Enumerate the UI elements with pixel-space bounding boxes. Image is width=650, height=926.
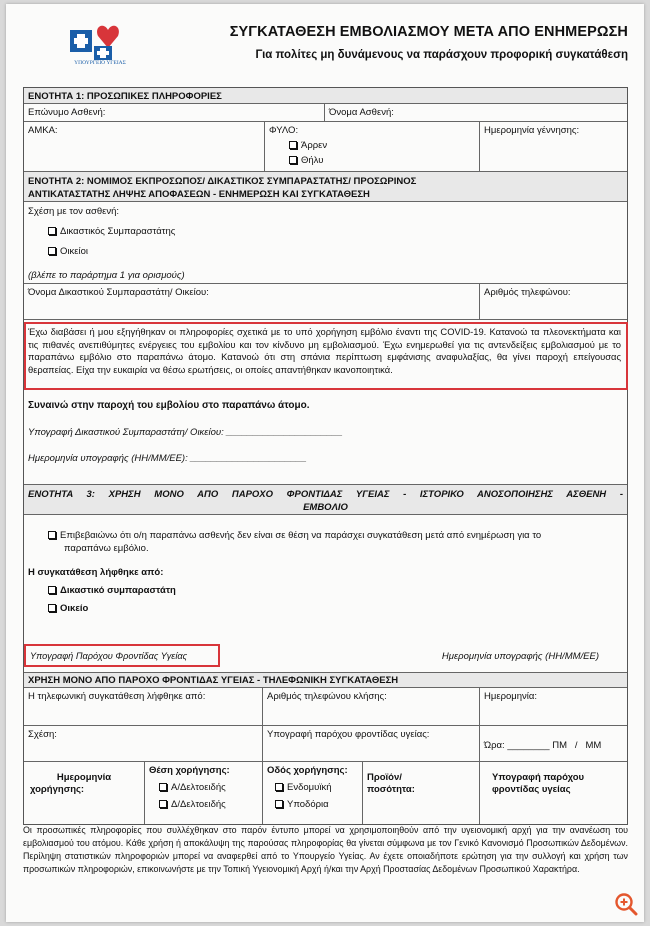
route-sc-label: Υποδόρια: [287, 799, 329, 810]
section2-heading-line2: ΑΝΤΙΚΑΤΑΣΤΑΤΗΣ ΛΗΨΗΣ ΑΠΟΦΑΣΕΩΝ - ΕΝΗΜΕΡΩΣΗ ΚΑΙ ΣΥΓΚΑΤΑΘΕΣΗ: [28, 189, 370, 200]
section2-heading: [24, 172, 627, 202]
phone-section-heading: ΧΡΗΣΗ ΜΟΝΟ ΑΠΟ ΠΑΡΟΧΟ ΦΡΟΝΤΙΔΑΣ ΥΓΕΙΑΣ - ΤΗΛΕΦΩΝΙΚΗ ΣΥΓΚΑΤΑΘΕΣΗ: [24, 673, 627, 688]
female-checkbox-icon[interactable]: [289, 156, 297, 164]
form-table: [23, 87, 628, 825]
guardian-signature-line[interactable]: Υπογραφή Δικαστικού Συμπαραστάτη/ Οικείου: ______________________: [28, 427, 343, 438]
dob-field[interactable]: Ημερομηνία γέννησης:: [479, 122, 627, 171]
site-left-checkbox-icon[interactable]: [159, 783, 167, 791]
sex-field: [264, 122, 479, 171]
statement-block: [24, 320, 627, 485]
route-im-option[interactable]: [275, 782, 358, 793]
phone-time-field[interactable]: Ώρα: ________ ΠΜ / ΜΜ: [479, 726, 627, 761]
relative-checkbox-icon[interactable]: [48, 247, 56, 255]
see-annex-note: (βλέπε το παράρτημα 1 για ορισμούς): [28, 270, 185, 281]
phone-date-field[interactable]: Ημερομηνία:: [479, 688, 627, 725]
statement-highlight: [24, 322, 628, 390]
relation-label: Σχέση με τον ασθενή:: [28, 206, 120, 217]
s3-guardian-checkbox-icon[interactable]: [48, 586, 56, 594]
phone-row2: [24, 726, 627, 762]
route-im-label: Ενδομυϊκή: [287, 782, 332, 793]
form-title: ΣΥΓΚΑΤΑΘΕΣΗ ΕΜΒΟΛΙΑΣΜΟΥ ΜΕΤΑ ΑΠΟ ΕΝΗΜΕΡΩΣΗ: [229, 24, 628, 40]
s3-sign-date-label[interactable]: Ημερομηνία υπογραφής (ΗΗ/ΜΜ/ΕΕ): [441, 651, 599, 662]
male-checkbox-icon[interactable]: [289, 141, 297, 149]
admin-route-label: Οδός χορήγησης:: [267, 765, 348, 776]
privacy-footer: Οι προσωπικές πληροφορίες που συλλέχθηκαν στο παρόν έντυπο μπορεί να χρησιμοποιηθούν από την υγειονομική αρχή για την ανανέωση του εμβολιασμού του ατόμου. Κάθε χρήση ή αποκάλυψη της παρούσας πληροφορίας θα γίνεται σύμφωνα με τον Γενικό Κανονισμό Προσωπικών Δεδομένων. Περίληψη στατιστικών πληροφοριών μπορεί να αναφερθεί από το Υπουργείο Υγείας. Αν έχετε οποιαδήποτε ερώτηση για την συλλογή και χρήση των προσωπικών πληροφοριών, επικοινωνήστε με την Τοπική Υγειονομική Αρχή ή/και την Αρχή Προστασίας Δεδομένων Προσωπικού Χαρακτήρα.: [23, 825, 628, 874]
confirm-line2: παραπάνω εμβόλιο.: [64, 543, 149, 554]
admin-sig-label1: Υπογραφή παρόχου: [492, 772, 585, 783]
admin-date-label1: Ημερομηνία: [56, 772, 112, 783]
provider-signature-highlight: [24, 644, 220, 667]
route-sc-checkbox-icon[interactable]: [275, 800, 283, 808]
s3-relative-checkbox-icon[interactable]: [48, 604, 56, 612]
section3-heading-line1: ΕΝΟΤΗΤΑ 3: ΧΡΗΣΗ ΜΟΝΟ ΑΠΟ ΠΑΡΟΧΟ ΦΡΟΝΤΙΔΑΣ ΥΓΕΙΑΣ - ΙΣΤΟΡΙΚΟ ΑΝΟΣΟΠΟΙΗΣΗΣ ΑΣΘΕΝΗ -: [28, 489, 623, 500]
phone-relation-field[interactable]: Σχέση:: [28, 729, 57, 740]
call-number-field[interactable]: Αριθμός τηλεφώνου κλήσης:: [262, 688, 479, 725]
phone-received-from-field[interactable]: Η τηλεφωνική συγκατάθεση λήφθηκε από:: [28, 691, 206, 702]
guardian-label: Δικαστικός Συμπαραστάτης: [60, 226, 176, 237]
statement-text: Έχω διαβάσει ή μου εξηγήθηκαν οι πληροφορίες σχετικά με το υπό χορήγηση εμβόλιο έναντι της COVID-19. Κατανοώ τα πλεονεκτήματα και τις πιθανές ανεπιθύμητες ενέργειες του εμβολίου και τον κίνδυνο μη εμβολιασμού. Έχω ενημερωθεί για τις αντενδείξεις εμβολιασμού με το παραπάνω εμβόλιο στο παραπάνω άτομο. Κατανοώ ότι στη σπάνια περίπτωση εμφάνισης αναφυλαξίας, θα γίνει παροχή επείγουσας θεραπείας. Είχα την ευκαιρία να θέσω ερωτήσεις, οι οποίες απαντήθηκαν ικανοποιητικά.: [28, 326, 621, 375]
section2-heading-line1: ΕΝΟΤΗΤΑ 2: ΝΟΜΙΜΟΣ ΕΚΠΡΟΣΩΠΟΣ/ ΔΙΚΑΣΤΙΚΟΣ ΣΥΜΠΑΡΑΣΤΑΤΗΣ/ ΠΡΟΣΩΡΙΝΟΣ: [28, 176, 417, 187]
s3-relative-label: Οικείο: [60, 603, 89, 614]
consent-text: Συναινώ στην παροχή του εμβολίου στο παραπάνω άτομο.: [28, 400, 310, 411]
relation-row: [24, 202, 627, 284]
s3-guardian-label: Δικαστικό συμπαραστάτη: [60, 585, 176, 596]
section3-heading-line2: ΕΜΒΟΛΙΟ: [303, 502, 348, 513]
admin-signature-field[interactable]: [479, 762, 627, 824]
s3-guardian-option[interactable]: [48, 585, 176, 596]
form-subtitle: Για πολίτες μη δυνάμενους να παράσχουν προφορική συγκατάθεση: [255, 49, 628, 61]
provider-signature-label[interactable]: Υπογραφή Παρόχου Φροντίδας Υγείας: [30, 651, 188, 661]
guardian-checkbox-icon[interactable]: [48, 227, 56, 235]
site-right-option[interactable]: [159, 799, 258, 810]
admin-product-label1: Προϊόν/: [367, 772, 402, 783]
relative-option[interactable]: [48, 246, 88, 257]
admin-sig-label2: φροντίδας υγείας: [492, 784, 571, 795]
guardian-name-field[interactable]: Όνομα Δικαστικού Συμπαραστάτη/ Οικείου:: [28, 287, 209, 298]
relative-label: Οικείοι: [60, 246, 88, 257]
admin-site-field: [144, 762, 262, 824]
surname-field[interactable]: Επώνυμο Ασθενή:: [28, 107, 106, 118]
confirm-line1: Επιβεβαιώνω ότι ο/η παραπάνω ασθενής δεν είναι σε θέση να παράσχει συγκατάθεση μετά από ενημέρωση για το: [60, 530, 542, 541]
phone-row1: [24, 688, 627, 726]
admin-date-field[interactable]: [24, 762, 144, 824]
guardian-option[interactable]: [48, 226, 175, 237]
male-label: Άρρεν: [301, 140, 328, 151]
route-sc-option[interactable]: [275, 799, 358, 810]
admin-route-field: [262, 762, 362, 824]
female-option[interactable]: [289, 155, 475, 166]
guardian-phone-field[interactable]: Αριθμός τηλεφώνου:: [479, 284, 627, 319]
amka-row: [24, 122, 627, 172]
section3-heading: [24, 485, 627, 515]
sex-label: ΦΥΛΟ:: [269, 125, 299, 136]
s3-relative-option[interactable]: [48, 603, 88, 614]
confirm-checkbox-icon[interactable]: [48, 531, 56, 539]
route-im-checkbox-icon[interactable]: [275, 783, 283, 791]
confirm-option[interactable]: [48, 529, 621, 555]
guardian-name-row: [24, 284, 627, 320]
name-row: [24, 104, 627, 122]
sign-date-line[interactable]: Ημερομηνία υπογραφής (ΗΗ/ΜΜ/ΕΕ): ______________________: [28, 453, 307, 464]
received-from-label: Η συγκατάθεση λήφθηκε από:: [28, 567, 164, 578]
site-right-checkbox-icon[interactable]: [159, 800, 167, 808]
firstname-field[interactable]: Όνομα Ασθενή:: [324, 104, 627, 121]
logo-caption: ΥΠΟΥΡΓΕΙΟ ΥΓΕΙΑΣ: [74, 60, 126, 66]
admin-product-label2: ποσότητα:: [367, 784, 415, 795]
male-option[interactable]: [289, 140, 475, 151]
section3-body: [24, 515, 627, 673]
site-left-option[interactable]: [159, 782, 258, 793]
admin-product-field[interactable]: [362, 762, 479, 824]
amka-field[interactable]: ΑΜΚΑ:: [28, 125, 58, 136]
zoom-in-icon[interactable]: [612, 890, 640, 918]
admin-site-label: Θέση χορήγησης:: [149, 765, 230, 776]
site-left-label: Α/Δελτοειδής: [171, 782, 226, 793]
section1-heading: ΕΝΟΤΗΤΑ 1: ΠΡΟΣΩΠΙΚΕΣ ΠΛΗΡΟΦΟΡΙΕΣ: [24, 88, 627, 104]
admin-date-label2: χορήγησης:: [30, 784, 85, 795]
consent-form-page: [6, 4, 644, 922]
female-label: Θήλυ: [301, 155, 324, 166]
admin-row: [24, 762, 627, 824]
phone-provider-signature-field[interactable]: Υπογραφή παρόχου φροντίδας υγείας:: [262, 726, 479, 761]
site-right-label: Δ/Δελτοειδής: [171, 799, 226, 810]
